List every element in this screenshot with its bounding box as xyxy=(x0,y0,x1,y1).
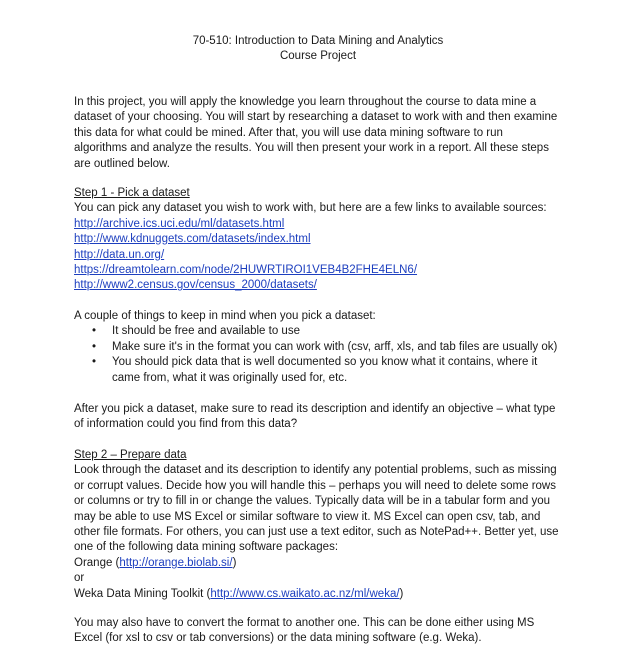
or-text: or xyxy=(74,572,85,585)
conversion-line: Excel (for xsl to csv or tab conversions) or the data mining software (e.g. Weka). xyxy=(74,632,482,645)
intro-line: algorithms and analyze the results. You will then present your work in a report. All these steps xyxy=(74,142,549,155)
bullet-text: You should pick data that is well documented so you know what it contains, where it xyxy=(112,356,538,369)
step2-line: one of the following data mining software packages: xyxy=(74,541,339,554)
intro-line: this data for what could be mined. After that, you will use data mining software to run xyxy=(74,126,503,139)
step1-section xyxy=(74,186,568,294)
link-data-un[interactable]: http://data.un.org/ xyxy=(74,248,165,261)
step2-section xyxy=(74,448,568,602)
intro-line: In this project, you will apply the knowledge you learn throughout the course to data mine a xyxy=(74,96,537,108)
conversion-line: You may also have to convert the format to another one. This can be done either using MS xyxy=(74,617,535,629)
link-orange[interactable]: http://orange.biolab.si/ xyxy=(119,556,233,569)
link-kdnuggets[interactable]: http://www.kdnuggets.com/datasets/index.html xyxy=(74,233,311,246)
weka-line xyxy=(74,587,568,602)
project-title: Course Project xyxy=(279,50,357,63)
bullet-list xyxy=(74,324,568,386)
objective-paragraph xyxy=(74,402,568,433)
bullets-intro: A couple of things to keep in mind when you pick a dataset: xyxy=(74,310,376,322)
bullet-icon: • xyxy=(92,325,97,338)
intro-line: dataset of your choosing. You will start by researching a dataset to work with and then examine xyxy=(74,111,558,124)
link-dreamtolearn[interactable]: https://dreamtolearn.com/node/2HUWRTIROI1VEB4B2FHE4ELN6/ xyxy=(74,263,418,276)
link-census[interactable]: http://www2.census.gov/census_2000/datasets/ xyxy=(74,279,317,292)
intro-line: are outlined below. xyxy=(74,157,170,170)
orange-line xyxy=(74,556,568,571)
bullet-item xyxy=(74,324,568,339)
bullet-icon: • xyxy=(92,340,97,353)
objective-line: After you pick a dataset, make sure to read its description and identify an objective – what type xyxy=(74,403,556,415)
weka-close: ) xyxy=(399,587,404,600)
dataset-tips xyxy=(74,309,568,386)
step2-line: or corrupt values. Decide how you will handle this – perhaps you will need to delete some rows xyxy=(74,479,556,492)
step1-text: You can pick any dataset you wish to work with, but here are a few links to available sources: xyxy=(74,202,547,215)
step1-heading: Step 1 - Pick a dataset xyxy=(74,187,190,199)
course-title: 70-510: Introduction to Data Mining and Analytics xyxy=(192,35,444,47)
step2-heading: Step 2 – Prepare data xyxy=(74,449,187,461)
orange-label: Orange ( xyxy=(74,556,120,569)
conversion-paragraph xyxy=(74,616,568,647)
bullet-text: Make sure it's in the format you can work with (csv, arff, xls, and tab files are usually ok) xyxy=(112,340,558,353)
bullet-item xyxy=(74,355,568,386)
intro-paragraph xyxy=(74,95,568,172)
step2-line: other file formats. For others, you can just use a text editor, such as NotePad++. Better yet, use xyxy=(74,525,559,538)
link-uci-archive[interactable]: http://archive.ics.uci.edu/ml/datasets.html xyxy=(74,217,285,230)
link-weka[interactable]: http://www.cs.waikato.ac.nz/ml/weka/ xyxy=(210,587,400,600)
bullet-text: It should be free and available to use xyxy=(112,325,300,338)
bullet-text: came from, what it was originally used for, etc. xyxy=(112,371,348,384)
step2-line: or columns or try to fill in or change the values. Typically data will be in a tabular form and you xyxy=(74,495,550,508)
objective-line: of information could you find from this data? xyxy=(74,418,298,431)
bullet-icon: • xyxy=(92,356,97,369)
step2-line: may be able to use MS Excel or similar software to view it. MS Excel can open csv, tab, and xyxy=(74,510,541,523)
orange-close: ) xyxy=(232,556,237,569)
weka-label: Weka Data Mining Toolkit ( xyxy=(74,587,211,600)
bullet-item xyxy=(74,340,568,355)
step2-line: Look through the dataset and its description to identify any potential problems, such as missing xyxy=(74,464,557,477)
document-title xyxy=(0,34,636,65)
